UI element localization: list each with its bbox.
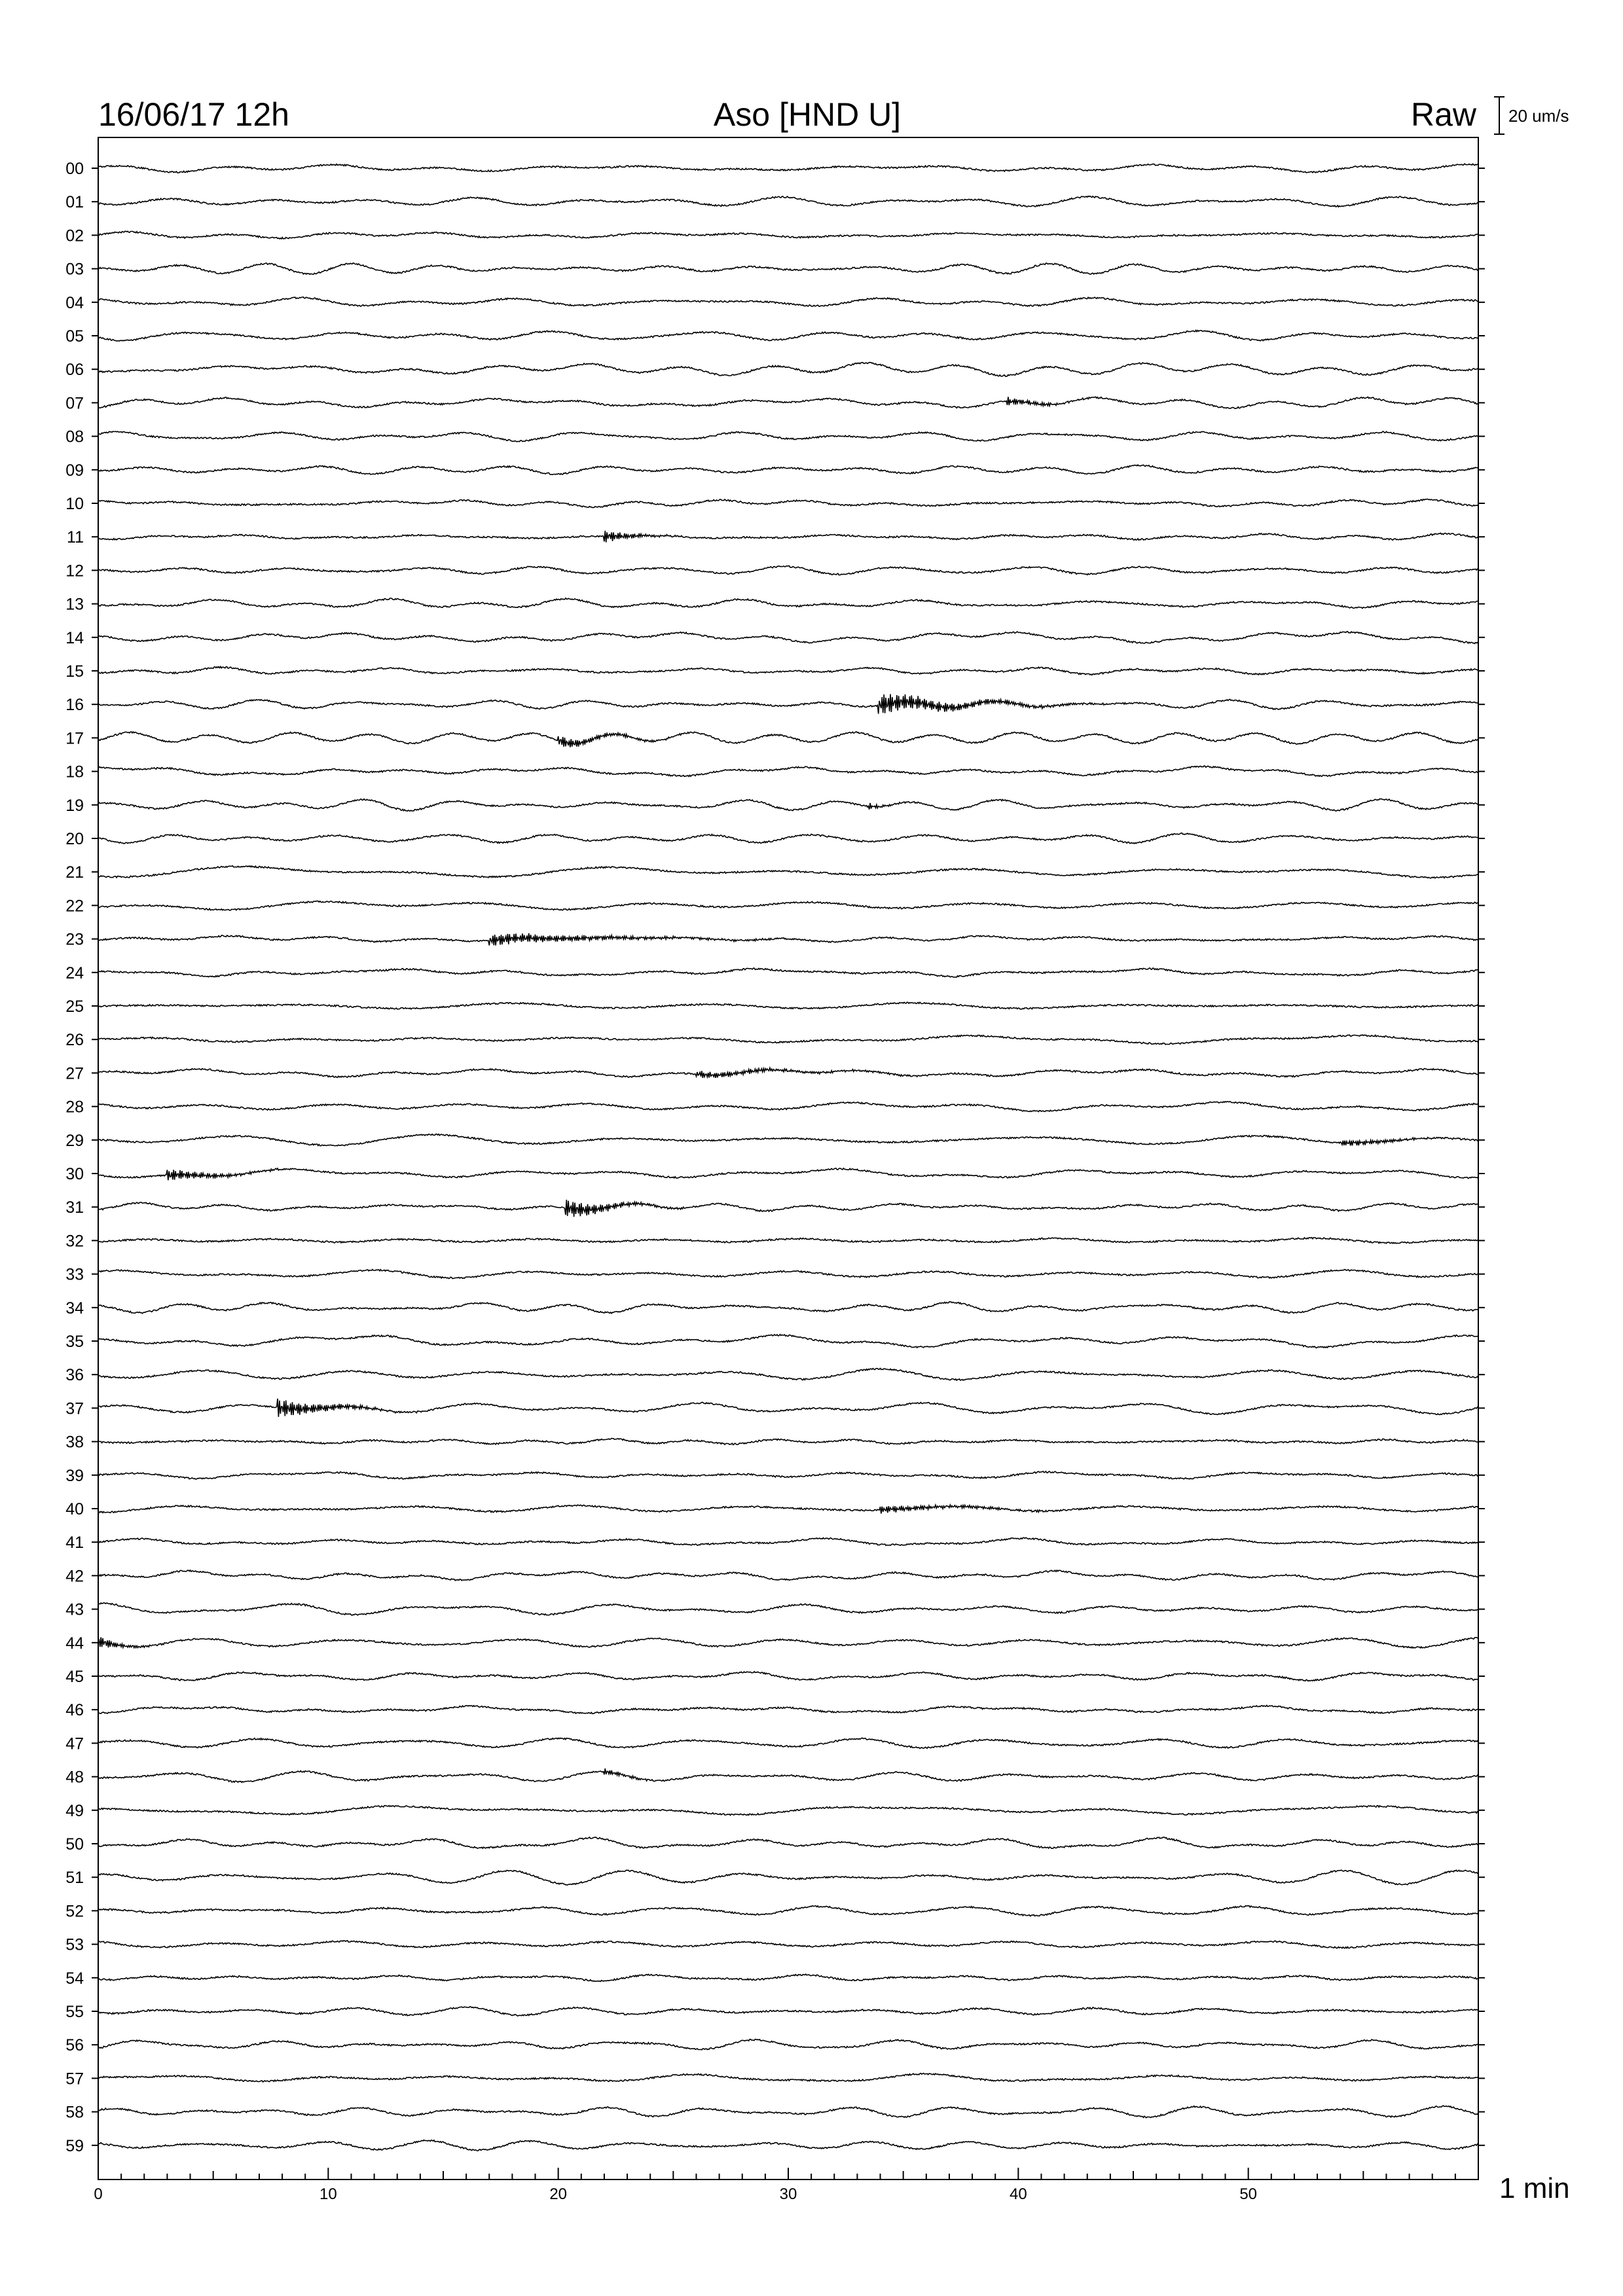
row-label-05: 05 [65,327,84,346]
row-label-59: 59 [65,2136,84,2155]
row-label-09: 09 [65,461,84,480]
x-tick-label-0: 0 [94,2185,103,2203]
row-label-46: 46 [65,1701,84,1720]
row-label-25: 25 [65,997,84,1016]
row-label-58: 58 [65,2103,84,2122]
row-label-33: 33 [65,1265,84,1284]
row-label-34: 34 [65,1299,84,1318]
row-label-57: 57 [65,2070,84,2089]
row-label-40: 40 [65,1500,84,1518]
row-label-07: 07 [65,394,84,413]
chart-title: Aso [HND U] [713,96,902,133]
row-label-18: 18 [65,762,84,781]
row-label-17: 17 [65,729,84,748]
x-tick-label-30: 30 [779,2185,797,2203]
x-axis-unit-label: 1 min [1499,2172,1570,2204]
row-label-12: 12 [65,562,84,581]
x-tick-label-10: 10 [319,2185,337,2203]
row-label-21: 21 [65,863,84,882]
row-label-35: 35 [65,1333,84,1351]
x-tick-label-20: 20 [549,2185,568,2203]
x-tick-label-50: 50 [1239,2185,1258,2203]
row-label-01: 01 [65,193,84,212]
row-label-30: 30 [65,1165,84,1183]
row-label-13: 13 [65,595,84,614]
row-label-14: 14 [65,628,84,647]
row-label-31: 31 [65,1198,84,1217]
row-label-52: 52 [65,1902,84,1921]
row-label-20: 20 [65,830,84,848]
row-label-00: 00 [65,160,84,178]
row-label-26: 26 [65,1031,84,1050]
row-label-38: 38 [65,1433,84,1452]
row-label-08: 08 [65,427,84,446]
row-label-36: 36 [65,1366,84,1385]
row-label-19: 19 [65,796,84,815]
row-label-39: 39 [65,1466,84,1485]
row-label-44: 44 [65,1634,84,1653]
row-label-23: 23 [65,930,84,949]
row-label-24: 24 [65,963,84,982]
row-label-22: 22 [65,897,84,916]
row-label-10: 10 [65,495,84,513]
row-label-48: 48 [65,1768,84,1787]
row-label-53: 53 [65,1935,84,1954]
row-label-28: 28 [65,1098,84,1117]
row-label-45: 45 [65,1668,84,1686]
row-label-37: 37 [65,1399,84,1418]
row-label-03: 03 [65,260,84,279]
header-datetime: 16/06/17 12h [98,96,289,133]
row-label-11: 11 [67,528,84,547]
row-label-50: 50 [65,1835,84,1854]
scale-bar-label: 20 um/s [1508,106,1569,126]
row-label-15: 15 [65,662,84,681]
header-mode: Raw [1410,96,1476,133]
row-label-04: 04 [65,293,84,312]
row-label-55: 55 [65,2003,84,2021]
row-label-56: 56 [65,2036,84,2055]
row-label-54: 54 [65,1969,84,1988]
row-label-32: 32 [65,1232,84,1251]
row-label-47: 47 [65,1734,84,1753]
row-label-41: 41 [65,1534,84,1552]
row-label-42: 42 [65,1567,84,1586]
row-label-02: 02 [65,226,84,245]
row-label-49: 49 [65,1801,84,1820]
row-label-43: 43 [65,1600,84,1619]
row-label-51: 51 [65,1869,84,1888]
row-label-16: 16 [65,696,84,715]
row-label-27: 27 [65,1064,84,1083]
row-label-06: 06 [65,361,84,380]
row-label-29: 29 [65,1131,84,1150]
x-tick-label-40: 40 [1009,2185,1027,2203]
